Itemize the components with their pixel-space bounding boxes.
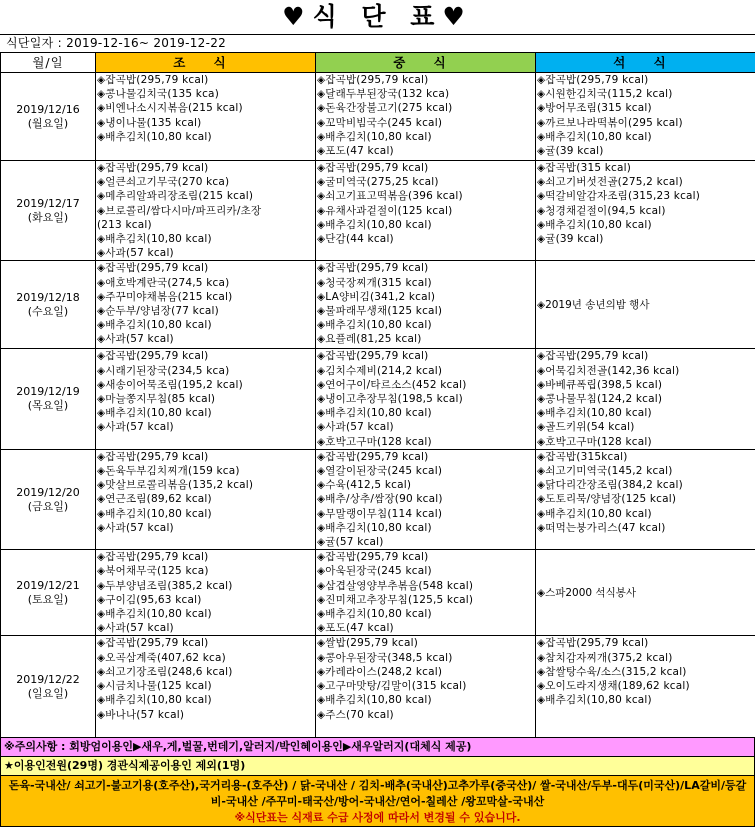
day-row	[1, 636, 755, 738]
lunch-cell	[316, 550, 536, 636]
lunch-item: ◈굴미역국(275,25 kcal)	[316, 175, 535, 189]
lunch-item: ◈배추김치(10,80 kcal)	[316, 318, 535, 332]
breakfast-cell	[96, 449, 316, 549]
day-date-cell	[1, 550, 96, 636]
breakfast-item: ◈시래기된장국(234,5 kca)	[96, 364, 315, 378]
lunch-item: ◈청국장찌개(315 kcal)	[316, 276, 535, 290]
day-weekday: (토요일)	[1, 593, 95, 607]
dinner-item: ◈떠먹는붕가리스(47 kcal)	[536, 521, 755, 535]
lunch-item: ◈연어구이/타르소스(452 kcal)	[316, 378, 535, 392]
day-row	[1, 261, 755, 349]
dinner-item: ◈귤(39 kcal)	[536, 232, 755, 246]
header-breakfast: 조 식	[96, 53, 316, 73]
lunch-item: ◈주스(70 kcal)	[316, 708, 535, 722]
lunch-item: ◈요플레(81,25 kcal)	[316, 332, 535, 346]
breakfast-item: ◈배추김치(10,80 kcal)	[96, 232, 315, 246]
dinner-cell	[536, 161, 755, 261]
dinner-item: ◈잡곡밥(295,79 kcal)	[536, 73, 755, 87]
lunch-item: ◈단감(44 kcal)	[316, 232, 535, 246]
day-date: 2019/12/19	[1, 385, 95, 399]
breakfast-item: ◈순두부/양념장(77 kcal)	[96, 304, 315, 318]
dinner-item: ◈호박고구마(128 kcal)	[536, 435, 755, 449]
breakfast-item: ◈연근조림(89,62 kcal)	[96, 492, 315, 506]
day-row	[1, 161, 755, 261]
lunch-item: ◈배추김치(10,80 kcal)	[316, 607, 535, 621]
breakfast-item: ◈돈육두부김치찌개(159 kca)	[96, 464, 315, 478]
lunch-item: ◈잡곡밥(295,79 kcal)	[316, 450, 535, 464]
origin-text: 돈육-국내산/ 쇠고기-불고기용(호주산),국거리용-(호주산) / 닭-국내산 / 김치-배추(국내산)고추가루(중국산)/ 쌀-국내산/두부-대두(미국산)/LA갈비/등갈비-국내산 /주꾸미-태국산/방어-국내산/연어-칠레산 /왕꼬막살-국내산	[5, 778, 750, 810]
lunch-item: ◈삼겹살영양부추볶음(548 kcal)	[316, 579, 535, 593]
lunch-item: ◈아욱된장국(245 kcal)	[316, 564, 535, 578]
dinner-item: ◈배추김치(10,80 kcal)	[536, 693, 755, 707]
breakfast-item: ◈마늘쫑지무침(85 kcal)	[96, 392, 315, 406]
dinner-item: ◈잡곡밥(315 kcal)	[536, 161, 755, 175]
lunch-item: ◈달래두부된장국(132 kca)	[316, 87, 535, 101]
lunch-item: ◈LA양비김(341,2 kcal)	[316, 290, 535, 304]
dinner-item: ◈잡곡밥(295,79 kcal)	[536, 349, 755, 363]
lunch-item: ◈귤(57 kcal)	[316, 535, 535, 549]
lunch-cell	[316, 261, 536, 349]
breakfast-cell	[96, 161, 316, 261]
header-row	[1, 53, 755, 73]
breakfast-item: ◈오곡삼계죽(407,62 kca)	[96, 651, 315, 665]
breakfast-item: ◈메추리알꽈리장조림(215 kcal)	[96, 189, 315, 203]
dinner-cell	[536, 349, 755, 449]
dinner-item: ◈시원한김치국(115,2 kcal)	[536, 87, 755, 101]
dinner-cell	[536, 73, 755, 161]
breakfast-cell	[96, 636, 316, 738]
lunch-item: ◈콩아우된장국(348,5 kcal)	[316, 651, 535, 665]
lunch-item: ◈배추김치(10,80 kcal)	[316, 130, 535, 144]
lunch-item: ◈카레라이스(248,2 kcal)	[316, 665, 535, 679]
breakfast-item: ◈얼큰쇠고기무국(270 kca)	[96, 175, 315, 189]
lunch-cell	[316, 449, 536, 549]
day-weekday: (목요일)	[1, 399, 95, 413]
day-date-cell	[1, 261, 96, 349]
dinner-item: ◈배추김치(10,80 kcal)	[536, 406, 755, 420]
breakfast-item: ◈사과(57 kcal)	[96, 621, 315, 635]
day-date: 2019/12/18	[1, 291, 95, 305]
lunch-item: ◈수육(412,5 kcal)	[316, 478, 535, 492]
breakfast-item: ◈잡곡밥(295,79 kcal)	[96, 550, 315, 564]
breakfast-item: ◈배추김치(10,80 kcal)	[96, 130, 315, 144]
day-date-cell	[1, 349, 96, 449]
breakfast-cell	[96, 73, 316, 161]
dinner-item: ◈도토리묵/양념장(125 kcal)	[536, 492, 755, 506]
day-row	[1, 73, 755, 161]
breakfast-item: ◈잡곡밥(295,79 kcal)	[96, 636, 315, 650]
dinner-cell	[536, 261, 755, 349]
dinner-item: ◈오이도라지생채(189,62 kcal)	[536, 679, 755, 693]
dinner-item: ◈쇠고기미역국(145,2 kcal)	[536, 464, 755, 478]
origin-notice	[0, 776, 755, 827]
day-weekday: (수요일)	[1, 305, 95, 319]
lunch-item: ◈열갈이된장국(245 kcal)	[316, 464, 535, 478]
breakfast-item: ◈잡곡밥(295,79 kcal)	[96, 73, 315, 87]
breakfast-item: ◈북어채무국(125 kca)	[96, 564, 315, 578]
breakfast-item: ◈애호박계란국(274,5 kca)	[96, 276, 315, 290]
dinner-cell	[536, 449, 755, 549]
dinner-item: ◈까르보나라떡볶이(295 kcal)	[536, 116, 755, 130]
lunch-item: ◈잡곡밥(295,79 kcal)	[316, 349, 535, 363]
breakfast-item: ◈바나나(57 kcal)	[96, 708, 315, 722]
day-row	[1, 349, 755, 449]
day-date: 2019/12/22	[1, 673, 95, 687]
breakfast-item: ◈배추김치(10,80 kcal)	[96, 693, 315, 707]
breakfast-item: ◈시금치나물(125 kcal)	[96, 679, 315, 693]
lunch-item: ◈잡곡밥(295,79 kcal)	[316, 73, 535, 87]
dinner-item: ◈방어무조림(315 kcal)	[536, 101, 755, 115]
breakfast-cell	[96, 261, 316, 349]
dinner-item: ◈배추김치(10,80 kcal)	[536, 218, 755, 232]
day-date: 2019/12/21	[1, 579, 95, 593]
header-lunch: 중 식	[316, 53, 536, 73]
page-title: ♥식 단 표♥	[0, 0, 755, 34]
menu-table	[0, 52, 755, 738]
breakfast-item: ◈사과(57 kcal)	[96, 420, 315, 434]
breakfast-item: ◈잡곡밥(295,79 kcal)	[96, 450, 315, 464]
day-row	[1, 449, 755, 549]
lunch-item: ◈무말랭이무침(114 kcal)	[316, 507, 535, 521]
day-date-cell	[1, 161, 96, 261]
lunch-item: ◈김치수제비(214,2 kcal)	[316, 364, 535, 378]
day-weekday: (화요일)	[1, 211, 95, 225]
day-date-cell	[1, 636, 96, 738]
day-date-cell	[1, 73, 96, 161]
lunch-item: ◈호박고구마(128 kcal)	[316, 435, 535, 449]
breakfast-item: ◈콩나물김치국(135 kca)	[96, 87, 315, 101]
menu-period: 식단일자 : 2019-12-16~ 2019-12-22	[0, 34, 755, 52]
breakfast-item: ◈배추김치(10,80 kcal)	[96, 406, 315, 420]
day-date: 2019/12/20	[1, 486, 95, 500]
lunch-cell	[316, 349, 536, 449]
lunch-item: ◈배추김치(10,80 kcal)	[316, 218, 535, 232]
lunch-cell	[316, 73, 536, 161]
dinner-item: ◈콩나물무침(124,2 kcal)	[536, 392, 755, 406]
lunch-cell	[316, 161, 536, 261]
breakfast-item: ◈사과(57 kcal)	[96, 246, 315, 260]
caution-notice: ※주의사항 : 회방엄이용인▶새우,게,벌꿀,번데기,알러지/박인혜이용인▶새우알러지(대체식 제공)	[0, 738, 755, 757]
dinner-item: ◈참치감자찌개(375,2 kcal)	[536, 651, 755, 665]
day-date: 2019/12/17	[1, 197, 95, 211]
breakfast-item: ◈비엔나소시지볶음(215 kcal)	[96, 101, 315, 115]
count-notice: ★이용인전원(29명) 경관식제공이용인 제외(1명)	[0, 757, 755, 776]
breakfast-item: ◈사과(57 kcal)	[96, 332, 315, 346]
breakfast-item: ◈새송이어묵조림(195,2 kcal)	[96, 378, 315, 392]
dinner-item: ◈어묵김치전골(142,36 kcal)	[536, 364, 755, 378]
dinner-item: ◈배추김치(10,80 kcal)	[536, 507, 755, 521]
day-date-cell	[1, 449, 96, 549]
breakfast-item: ◈배추김치(10,80 kcal)	[96, 607, 315, 621]
lunch-item: ◈고구마맛탕/김말이(315 kcal)	[316, 679, 535, 693]
breakfast-item: (213 kcal)	[96, 218, 315, 232]
breakfast-cell	[96, 349, 316, 449]
breakfast-item: ◈사과(57 kcal)	[96, 521, 315, 535]
lunch-item: ◈잡곡밥(295,79 kcal)	[316, 550, 535, 564]
breakfast-item: ◈잡곡밥(295,79 kcal)	[96, 261, 315, 275]
change-warning: ※식단표는 식재료 수급 사정에 따라서 변경될 수 있습니다.	[5, 810, 750, 826]
breakfast-item: ◈브로콜리/쌈다시마/파프리카/초장	[96, 204, 315, 218]
lunch-item: ◈냉이고추장무침(198,5 kcal)	[316, 392, 535, 406]
dinner-item: ◈청경채겉절이(94,5 kcal)	[536, 204, 755, 218]
lunch-item: ◈배추김치(10,80 kcal)	[316, 693, 535, 707]
lunch-item: ◈잡곡밥(295,79 kcal)	[316, 261, 535, 275]
dinner-item: ◈바베큐폭립(398,5 kcal)	[536, 378, 755, 392]
breakfast-item: ◈쇠고기장조림(248,6 kcal)	[96, 665, 315, 679]
dinner-item: ◈귤(39 kcal)	[536, 144, 755, 158]
header-date: 월/일	[1, 53, 96, 73]
dinner-item: ◈잡곡밥(295,79 kcal)	[536, 636, 755, 650]
lunch-item: ◈쇠고기표고떡볶음(396 kcal)	[316, 189, 535, 203]
lunch-item: ◈유채사과겉절이(125 kcal)	[316, 204, 535, 218]
breakfast-item: ◈잡곡밥(295,79 kcal)	[96, 161, 315, 175]
breakfast-item: ◈주꾸미야채볶음(215 kcal)	[96, 290, 315, 304]
lunch-item: ◈배추/상추/쌈장(90 kcal)	[316, 492, 535, 506]
lunch-item: ◈배추김치(10,80 kcal)	[316, 406, 535, 420]
dinner-item: ◈닭다리간장조림(384,2 kcal)	[536, 478, 755, 492]
dinner-item: ◈배추김치(10,80 kcal)	[536, 130, 755, 144]
dinner-cell	[536, 550, 755, 636]
lunch-item: ◈물파래무생채(125 kcal)	[316, 304, 535, 318]
day-weekday: (금요일)	[1, 500, 95, 514]
breakfast-item: ◈구이김(95,63 kcal)	[96, 593, 315, 607]
dinner-special-event: ◈2019년 송년의밤 행사	[536, 298, 755, 312]
breakfast-item: ◈배추김치(10,80 kcal)	[96, 318, 315, 332]
breakfast-item: ◈냉이나물(135 kcal)	[96, 116, 315, 130]
day-row	[1, 550, 755, 636]
breakfast-item: ◈두부양념조림(385,2 kcal)	[96, 579, 315, 593]
day-weekday: (일요일)	[1, 687, 95, 701]
lunch-item: ◈포도(47 kcal)	[316, 144, 535, 158]
dinner-item: ◈참쌀탕수육/소스(315,2 kcal)	[536, 665, 755, 679]
lunch-item: ◈진미채고추장무침(125,5 kcal)	[316, 593, 535, 607]
header-dinner: 석 식	[536, 53, 755, 73]
lunch-item: ◈잡곡밥(295,79 kcal)	[316, 161, 535, 175]
dinner-item: ◈떡갈비알감자조림(315,23 kcal)	[536, 189, 755, 203]
lunch-item: ◈사과(57 kcal)	[316, 420, 535, 434]
breakfast-item: ◈잡곡밥(295,79 kcal)	[96, 349, 315, 363]
lunch-item: ◈돈육간장불고기(275 kcal)	[316, 101, 535, 115]
dinner-item: ◈잡곡밥(315kcal)	[536, 450, 755, 464]
lunch-item: ◈포도(47 kcal)	[316, 621, 535, 635]
lunch-item: ◈꼬막비빔국수(245 kcal)	[316, 116, 535, 130]
dinner-special-event: ◈스파2000 석식봉사	[536, 586, 755, 600]
breakfast-cell	[96, 550, 316, 636]
day-weekday: (월요일)	[1, 117, 95, 131]
day-date: 2019/12/16	[1, 103, 95, 117]
lunch-item: ◈배추김치(10,80 kcal)	[316, 521, 535, 535]
dinner-item: ◈골드키위(54 kcal)	[536, 420, 755, 434]
dinner-cell	[536, 636, 755, 738]
dinner-item: ◈쇠고기버섯전골(275,2 kcal)	[536, 175, 755, 189]
lunch-item: ◈쌀밥(295,79 kcal)	[316, 636, 535, 650]
breakfast-item: ◈맛살브로콜리볶음(135,2 kcal)	[96, 478, 315, 492]
breakfast-item: ◈배추김치(10,80 kcal)	[96, 507, 315, 521]
lunch-cell	[316, 636, 536, 738]
